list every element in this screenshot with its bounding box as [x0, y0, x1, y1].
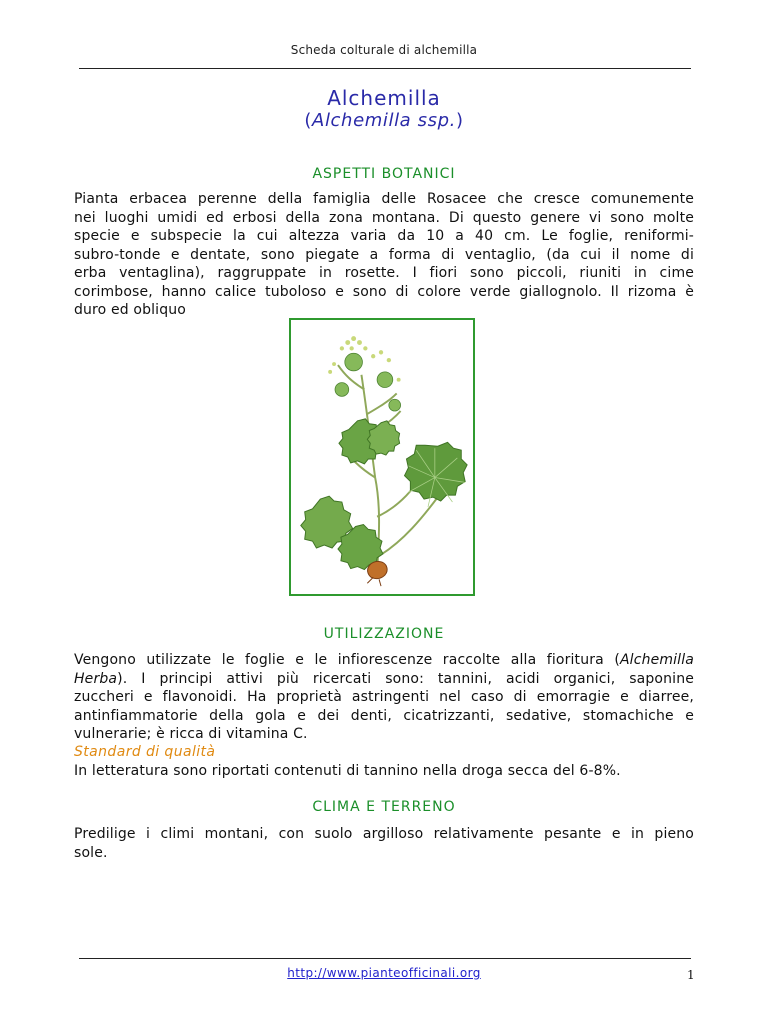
- uses-line2-text: ). I principi attivi più ricercati sono: tannini, acidi organici, saponine: [117, 670, 694, 687]
- subtitle-latin-name: Alchemilla ssp.: [312, 110, 456, 131]
- plant-root: [368, 561, 388, 578]
- climate-line: sole.: [74, 844, 108, 861]
- page-number: 1: [687, 968, 695, 982]
- uses-line: zuccheri e flavonoidi. Ha proprietà astringenti nel caso di emorragie e diarree,: [74, 689, 694, 705]
- uses-line: [74, 670, 694, 689]
- botanical-line: erba ventaglina), raggruppate in rosette. I fiori sono piccoli, riuniti in cime: [74, 265, 694, 281]
- botanical-line: duro ed obliquo: [74, 302, 186, 318]
- alchemilla-plant-illustration-icon: [291, 320, 473, 594]
- botanical-line: specie e subspecie la cui altezza varia da 10 a 40 cm. Le foglie, reniformi-: [74, 228, 694, 244]
- uses-paragraph: [74, 651, 694, 744]
- plant-figure: [289, 318, 475, 596]
- website-link[interactable]: http://www.pianteofficinali.org: [287, 966, 481, 980]
- section-heading-botanical: ASPETTI BOTANICI: [312, 166, 456, 182]
- climate-paragraph: [74, 825, 694, 862]
- uses-line1-italic: Alchemilla: [619, 652, 694, 668]
- footer-rule: [79, 958, 691, 959]
- uses-line: vulnerarie; è ricca di vitamina C.: [74, 726, 308, 742]
- botanical-paragraph: [74, 190, 694, 320]
- header-rule: [79, 68, 691, 69]
- document-subtitle: [0, 110, 768, 131]
- subtitle-open-paren: (: [304, 110, 313, 131]
- section-heading-uses: UTILIZZAZIONE: [323, 626, 445, 642]
- uses-line2-italic: Herba: [74, 670, 118, 687]
- botanical-line: subro-tonde e dentate, sono piegate a forma di ventaglio, (da cui il nome di: [74, 246, 694, 263]
- leaf-large: [405, 442, 468, 501]
- uses-line1-text: Vengono utilizzate le foglie e le infiorescenze raccolte alla fioritura (: [74, 652, 620, 668]
- botanical-line: Pianta erbacea perenne della famiglia delle Rosacee che cresce comunemente: [74, 191, 694, 207]
- document-title: Alchemilla: [327, 86, 441, 110]
- uses-line: antinfiammatorie della gola e dei denti, cicatrizzanti, sedative, stomachiche e: [74, 707, 694, 724]
- subtitle-close-paren: ): [455, 110, 464, 131]
- botanical-line: corimbose, hanno calice tuboloso e sono di colore verde giallognolo. Il rizoma è: [74, 283, 694, 300]
- quality-standard-text: In letteratura sono riportati contenuti di tannino nella droga secca del 6-8%.: [74, 763, 621, 779]
- page-header: Scheda colturale di alchemilla: [290, 43, 478, 57]
- climate-line: Predilige i climi montani, con suolo argilloso relativamente pesante e in pieno: [74, 826, 694, 842]
- botanical-line: nei luoghi umidi ed erbosi della zona montana. Di questo genere vi sono molte: [74, 209, 694, 226]
- uses-line: [74, 651, 694, 670]
- quality-standard-title: Standard di qualità: [74, 744, 216, 760]
- section-heading-climate: CLIMA E TERRENO: [312, 799, 456, 815]
